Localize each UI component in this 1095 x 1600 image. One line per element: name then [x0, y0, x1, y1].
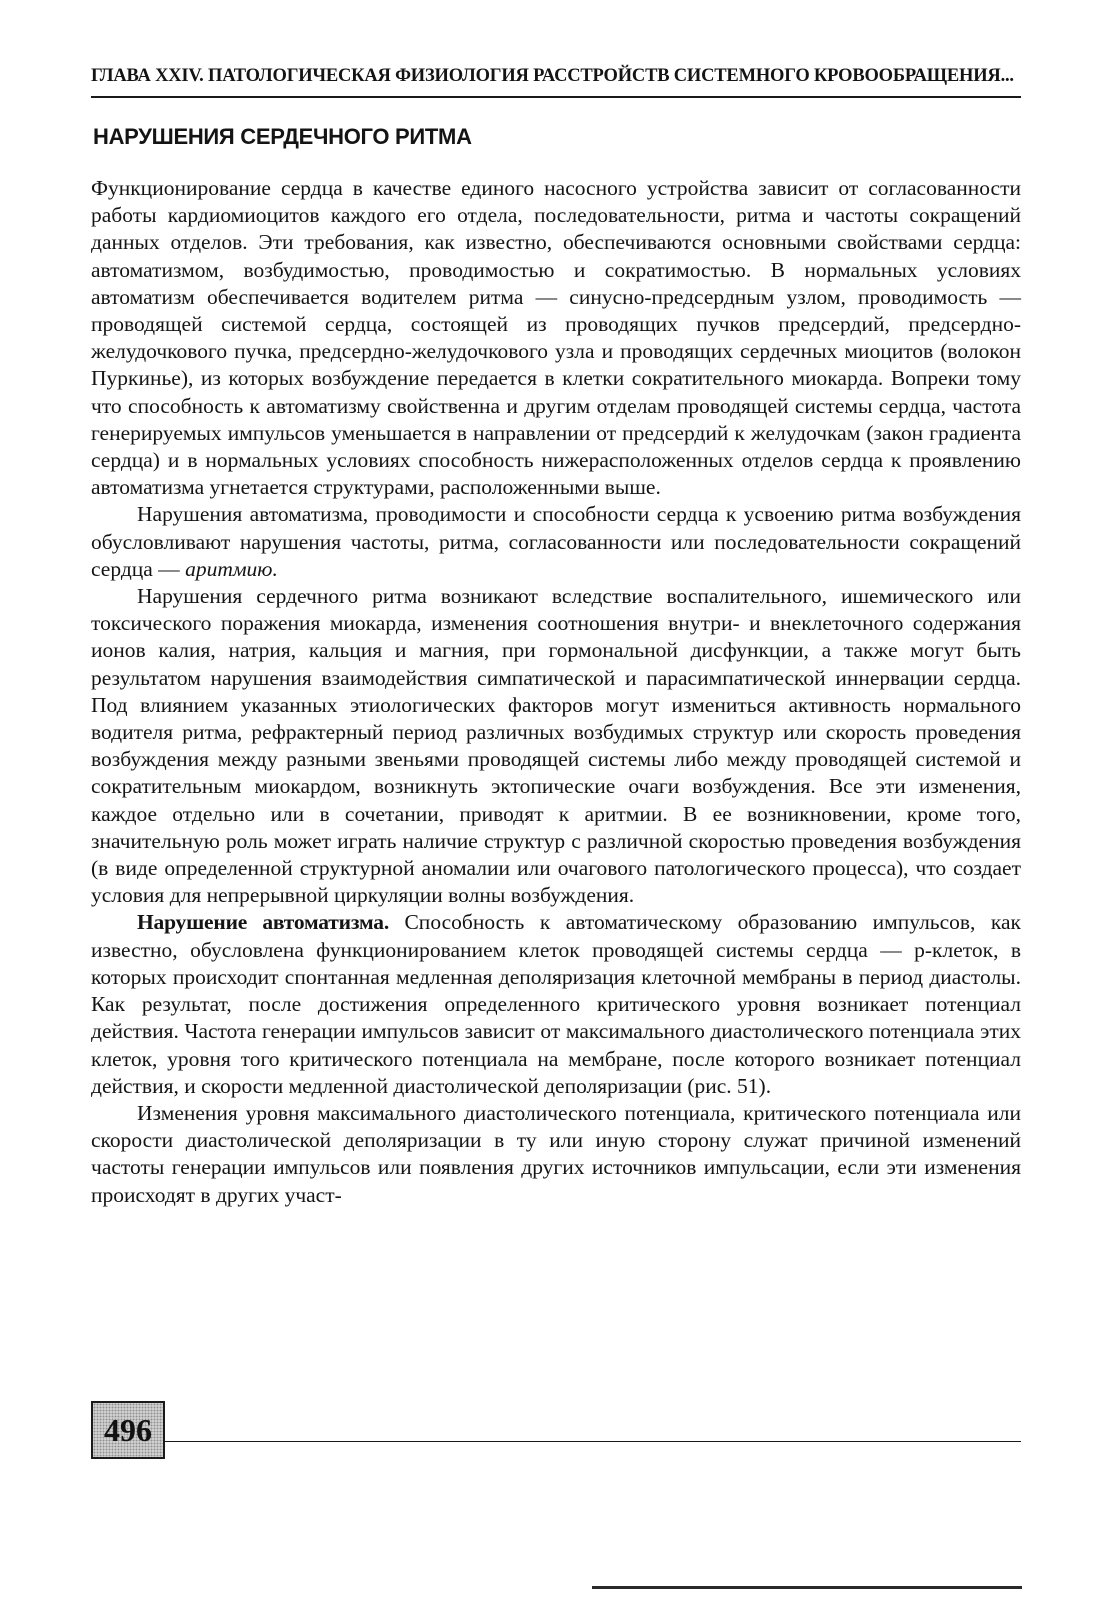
running-head: ГЛАВА XXIV. ПАТОЛОГИЧЕСКАЯ ФИЗИОЛОГИЯ РАССТРОЙСТВ СИСТЕМНОГО КРОВООБРАЩЕНИЯ... — [91, 66, 1014, 86]
body-text — [91, 175, 1021, 1209]
paragraph-1: Функционирование сердца в качестве единого насосного устройства зависит от согласованности работы кардиомиоцитов каждого его отдела, последовательности, ритма и частоты сокращений данных отделов. Эти требования, как известно, обеспечиваются основными свойствами сердца: автоматизмом, возбудимостью, проводимостью и сократимостью. В нормальных условиях автоматизм обеспечивается водителем ритма — синусно-предсердным узлом, проводимость — проводящей системой сердца, состоящей из проводящих пучков предсердий, предсердно-желудочкового пучка, предсердно-желудочкового узла и проводящих сердечных миоцитов (волокон Пуркинье), из которых возбуждение передается в клетки сократительного миокарда. Вопреки тому что способность к автоматизму свойственна и другим отделам проводящей системы сердца, частота генерируемых импульсов уменьшается в направлении от предсердий к желудочкам (закон градиента сердца) и в нормальных условиях способность нижерасположенных отделов сердца к проявлению автоматизма угнетается структурами, расположенными выше. — [91, 176, 1021, 500]
header-rule — [91, 96, 1021, 98]
page-number-box — [91, 1401, 165, 1459]
scan-edge-line — [592, 1586, 1022, 1589]
paragraph-3: Нарушения сердечного ритма возникают вследствие воспалительного, ишемического или токсического поражения миокарда, изменения соотношения внутри- и внеклеточного содержания ионов калия, натрия, кальция и магния, при гормональной дисфункции, а также могут быть результатом нарушения взаимодействия симпатической и парасимпатической иннервации сердца. Под влиянием указанных этиологических факторов могут измениться активность нормального водителя ритма, рефрактерный период различных возбудимых структур или скорость проведения возбуждения между разными звеньями проводящей системы либо между проводящей системой и сократительным миокардом, возникнуть эктопические очаги возбуждения. Все эти изменения, каждое отдельно или в сочетании, приводят к аритмии. В ее возникновении, кроме того, значительную роль может играть наличие структур с различной скоростью проведения возбуждения (в виде определенной структурной аномалии или очагового патологического процесса), что создает условия для непрерывной циркуляции волны возбуждения. — [91, 584, 1021, 908]
section-title: НАРУШЕНИЯ СЕРДЕЧНОГО РИТМА — [93, 124, 472, 149]
paragraph-2-text: Нарушения автоматизма, проводимости и способности сердца к усвоению ритма возбуждения обусловливают нарушения частоты, ритма, согласованности или последовательности сокращений сердца — — [91, 502, 1021, 581]
page-number: 496 — [104, 1412, 152, 1448]
run-in-heading: Нарушение автоматизма. — [137, 910, 390, 935]
paragraph-5: Изменения уровня максимального диастолического потенциала, критического потенциала или скорости диастолической деполяризации в ту или иную сторону служат причиной изменений частоты генерации импульсов или появления других источников импульсации, если эти изменения происходят в других участ- — [91, 1100, 1021, 1207]
paragraph-2 — [91, 501, 1021, 583]
paragraph-4-text: Способность к автоматическому образованию импульсов, как известно, обусловлена функционированием клеток проводящей системы сердца — р-клеток, в которых происходит спонтанная медленная деполяризация клеточной мембраны в период диастолы. Как результат, после достижения определенного критического уровня возникает потенциал действия. Частота генерации импульсов зависит от максимального диастолического потенциала этих клеток, уровня того критического потенциала на мембране, после которого возникает потенциал действия, и скорости медленной диастолической деполяризации (рис. 51). — [91, 910, 1021, 1098]
footer-rule — [91, 1441, 1021, 1442]
paragraph-4 — [91, 909, 1021, 1099]
italic-term: аритмию. — [185, 556, 278, 581]
